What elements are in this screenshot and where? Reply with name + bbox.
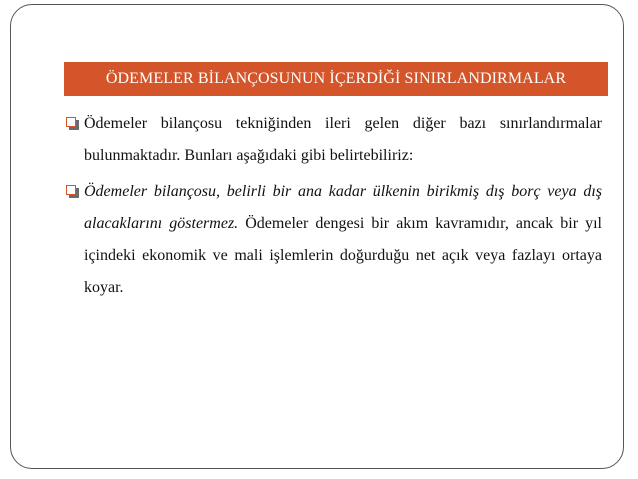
bullet-italic-text: Ödemeler bilançosu, belirli bir ana kadar ülkenin birikmiş dış borç veya dış alacaklarını göstermez.	[84, 183, 602, 232]
checkbox-bullet-icon	[66, 185, 79, 198]
checkbox-bullet-icon	[66, 117, 79, 130]
slide-title: ÖDEMELER BİLANÇOSUNUN İÇERDİĞİ SINIRLANDIRMALAR	[64, 62, 608, 96]
bullet-text-2	[84, 176, 602, 304]
bullet-regular-text: Ödemeler dengesi bir akım kavramıdır, ancak bir yıl içindeki ekonomik ve mali işlemlerin doğurduğu net açık veya fazlayı ortaya koyar.	[84, 215, 603, 296]
bullet-item-1	[66, 108, 602, 172]
bullet-item-2	[66, 176, 602, 304]
bullet-text-1: Ödemeler bilançosu tekniğinden ileri gelen diğer bazı sınırlandırmalar bulunmaktadır. Bunları aşağıdaki gibi belirtebiliriz:	[84, 115, 602, 164]
